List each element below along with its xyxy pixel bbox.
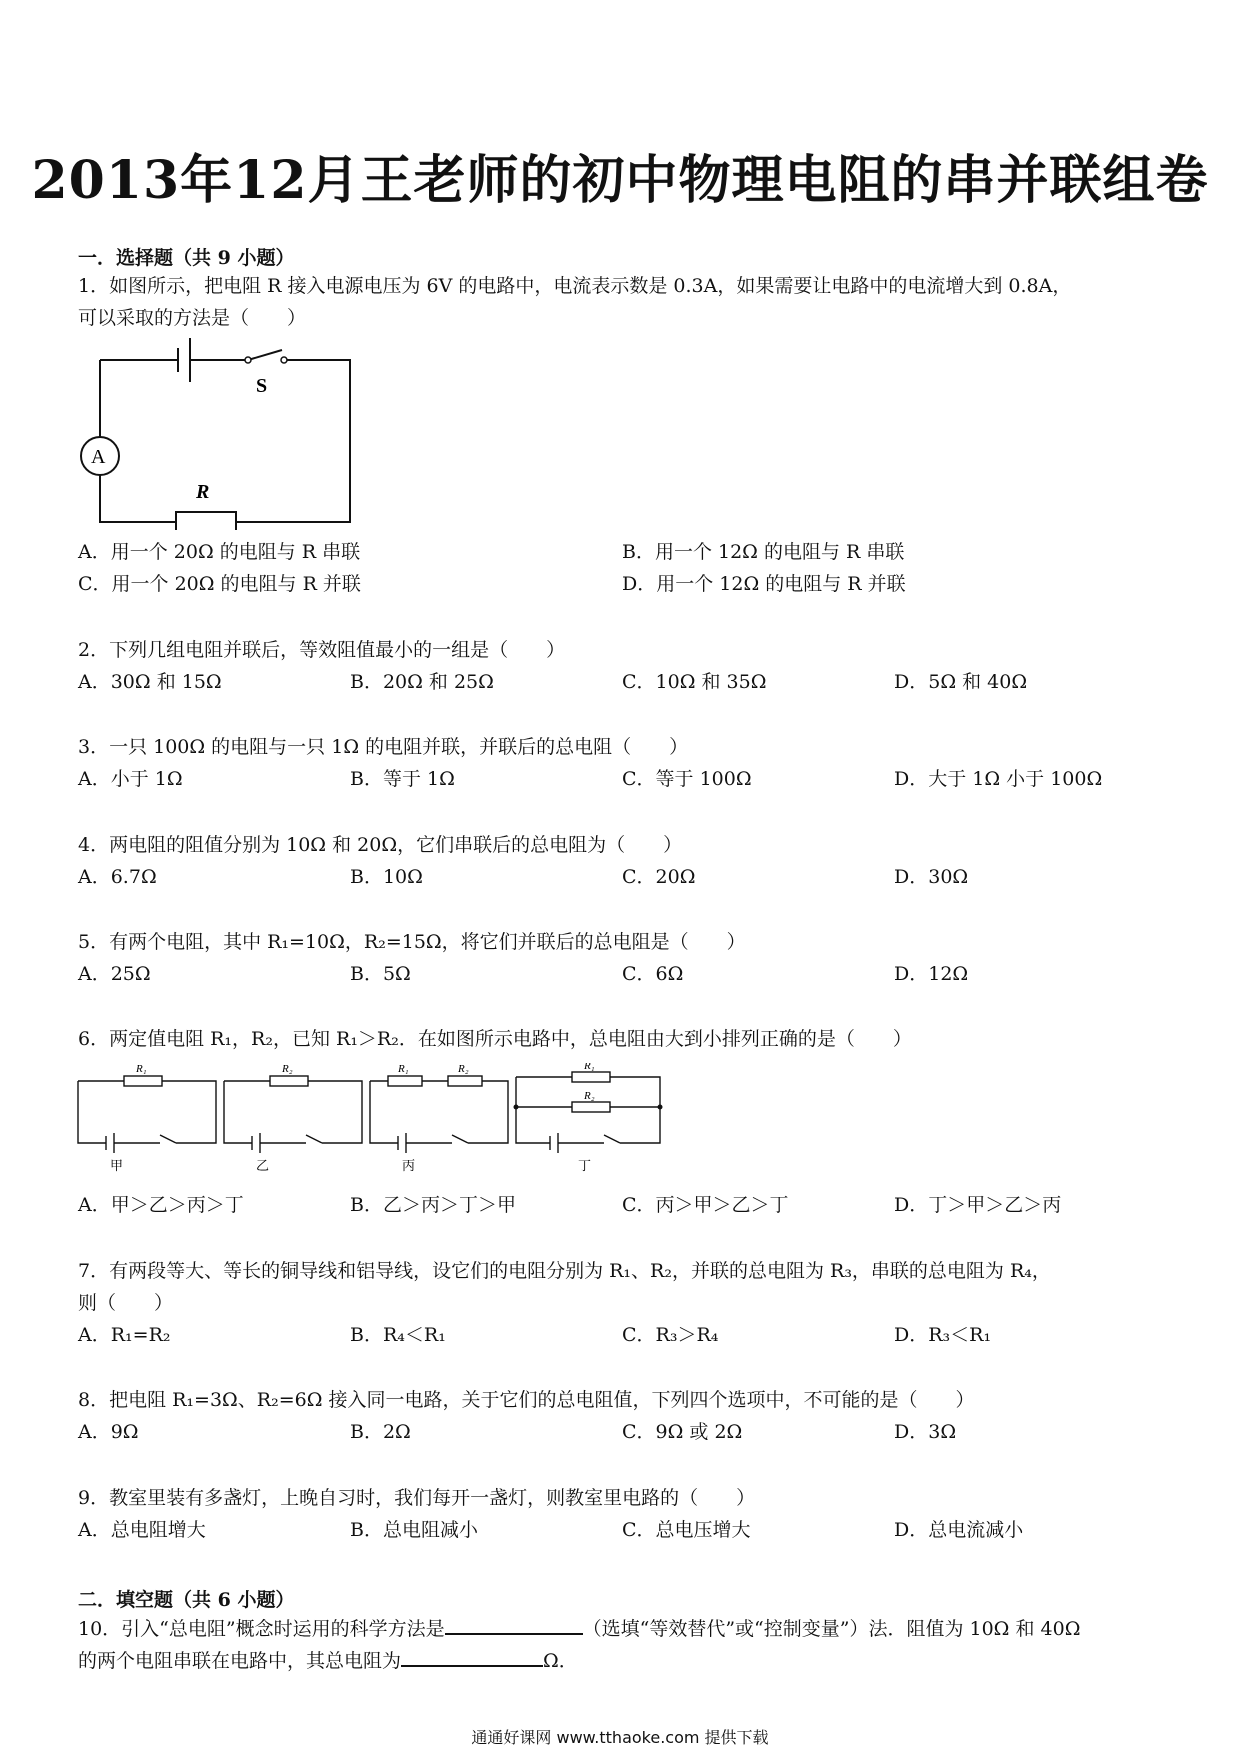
option-d[interactable]: D．30Ω: [894, 866, 969, 888]
option-d[interactable]: D．R₃＜R₁: [894, 1324, 992, 1346]
option-c[interactable]: C．总电压增大: [622, 1519, 751, 1541]
question-1-options-row-2: [78, 569, 1178, 601]
page-title: 2013年12月王老师的初中物理电阻的串并联组卷: [31, 150, 1209, 211]
option-a[interactable]: A．30Ω 和 15Ω: [78, 671, 222, 693]
r1-label-jia: R₁: [136, 1063, 147, 1075]
option-b[interactable]: B．乙＞丙＞丁＞甲: [350, 1194, 516, 1216]
option-d[interactable]: D．用一个 12Ω 的电阻与 R 并联: [622, 573, 906, 595]
question-1-circuit-diagram: [70, 330, 360, 530]
option-d[interactable]: D．丁＞甲＞乙＞丙: [894, 1194, 1062, 1216]
question-6-circuit-diagrams: [76, 1063, 668, 1173]
r1-label-bing: R₁: [398, 1063, 409, 1075]
section-heading-fill: 二．填空题（共 6 小题）: [78, 1589, 295, 1611]
question-10-line-1: 10．引入“总电阻”概念时运用的科学方法是 （选填“等效替代”或“控制变量”）法．阻值为 10Ω 和 40Ω: [78, 1613, 1178, 1645]
question-1-line-2: 可以采取的方法是（ ）: [78, 307, 307, 329]
question-2-stem: 2．下列几组电阻并联后，等效阻值最小的一组是（ ）: [78, 639, 566, 661]
question-6-stem: 6．两定值电阻 R₁，R₂，已知 R₁＞R₂．在如图所示电路中，总电阻由大到小排列正确的是（ ）: [78, 1028, 912, 1050]
question-5-stem: 5．有两个电阻，其中 R₁=10Ω，R₂=15Ω，将它们并联后的总电阻是（ ）: [78, 931, 746, 953]
section-heading-choice: 一．选择题（共 9 小题）: [78, 247, 295, 269]
option-a[interactable]: A．小于 1Ω: [78, 768, 183, 790]
question-1-line-1: 1．如图所示，把电阻 R 接入电源电压为 6V 的电路中，电流表示数是 0.3A，如果需要让电路中的电流增大到 0.8A，: [78, 275, 1072, 297]
option-a[interactable]: A．25Ω: [78, 963, 151, 985]
footer-source: 通通好课网 www.tthaoke.com 提供下载: [471, 1728, 769, 1747]
option-c[interactable]: C．R₃＞R₄: [622, 1324, 719, 1346]
question-8-stem: 8．把电阻 R₁=3Ω、R₂=6Ω 接入同一电路，关于它们的总电阻值，下列四个选项中，不可能的是（ ）: [78, 1389, 975, 1411]
question-1-options-row-1: [78, 537, 1178, 569]
option-a[interactable]: A．6.7Ω: [78, 866, 157, 888]
option-d[interactable]: D．大于 1Ω 小于 100Ω: [894, 768, 1103, 790]
option-b[interactable]: B．5Ω: [350, 963, 411, 985]
r2-label-ding: R₂: [584, 1090, 595, 1102]
question-2-options: [78, 667, 1178, 699]
r2-label-bing: R₂: [458, 1063, 469, 1075]
question-7-line-2: 则（ ）: [78, 1292, 174, 1314]
option-c[interactable]: C．等于 100Ω: [622, 768, 752, 790]
question-10-line-2: 的两个电阻串联在电路中，其总电阻为 Ω．: [78, 1645, 1178, 1677]
option-b[interactable]: B．等于 1Ω: [350, 768, 455, 790]
circuit-label-bing: 丙: [402, 1158, 416, 1173]
option-d[interactable]: D．总电流减小: [894, 1519, 1024, 1541]
option-a[interactable]: A．甲＞乙＞丙＞丁: [78, 1194, 244, 1216]
question-3-options: [78, 764, 1178, 796]
option-b[interactable]: B．2Ω: [350, 1421, 411, 1443]
question-5-options: [78, 959, 1178, 991]
option-a[interactable]: A．用一个 20Ω 的电阻与 R 串联: [78, 541, 361, 563]
answer-blank-resistance[interactable]: [401, 1647, 543, 1667]
question-8-options: [78, 1417, 1178, 1449]
circuit-label-yi: 乙: [256, 1158, 270, 1173]
question-1-stem: [78, 270, 1178, 334]
option-c[interactable]: C．9Ω 或 2Ω: [622, 1421, 743, 1443]
circuit-label-ding: 丁: [578, 1158, 592, 1173]
option-b[interactable]: B．10Ω: [350, 866, 423, 888]
question-7-options: [78, 1320, 1178, 1352]
answer-blank-method[interactable]: [445, 1615, 583, 1635]
option-a[interactable]: A．总电阻增大: [78, 1519, 206, 1541]
option-c[interactable]: C．丙＞甲＞乙＞丁: [622, 1194, 789, 1216]
option-c[interactable]: C．10Ω 和 35Ω: [622, 671, 767, 693]
switch-label: S: [256, 375, 268, 397]
option-b[interactable]: B．用一个 12Ω 的电阻与 R 串联: [622, 541, 905, 563]
question-4-stem: 4．两电阻的阻值分别为 10Ω 和 20Ω，它们串联后的总电阻为（ ）: [78, 834, 683, 856]
question-6-options: [78, 1190, 1178, 1222]
option-d[interactable]: D．3Ω: [894, 1421, 957, 1443]
option-c[interactable]: C．6Ω: [622, 963, 684, 985]
question-3-stem: 3．一只 100Ω 的电阻与一只 1Ω 的电阻并联，并联后的总电阻（ ）: [78, 736, 689, 758]
question-9-stem: 9．教室里装有多盏灯，上晚自习时，我们每开一盏灯，则教室里电路的（ ）: [78, 1487, 756, 1509]
circuit-label-jia: 甲: [110, 1158, 124, 1173]
question-9-options: [78, 1515, 1178, 1547]
ammeter-label: A: [91, 446, 106, 468]
question-10: [78, 1613, 1178, 1677]
option-a[interactable]: A．9Ω: [78, 1421, 139, 1443]
option-b[interactable]: B．R₄＜R₁: [350, 1324, 446, 1346]
option-c[interactable]: C．用一个 20Ω 的电阻与 R 并联: [78, 573, 361, 595]
option-a[interactable]: A．R₁=R₂: [78, 1324, 171, 1346]
question-7-line-1: 7．有两段等大、等长的铜导线和铝导线，设它们的电阻分别为 R₁、R₂，并联的总电阻为 R₃，串联的总电阻为 R₄，: [78, 1260, 1051, 1282]
option-b[interactable]: B．20Ω 和 25Ω: [350, 671, 494, 693]
option-b[interactable]: B．总电阻减小: [350, 1519, 478, 1541]
question-7-stem: [78, 1255, 1178, 1319]
option-d[interactable]: D．12Ω: [894, 963, 969, 985]
r2-label-yi: R₂: [282, 1063, 293, 1075]
option-c[interactable]: C．20Ω: [622, 866, 696, 888]
r1-label-ding: R₁: [584, 1063, 595, 1072]
question-4-options: [78, 862, 1178, 894]
option-d[interactable]: D．5Ω 和 40Ω: [894, 671, 1028, 693]
resistor-label: R: [196, 481, 210, 503]
